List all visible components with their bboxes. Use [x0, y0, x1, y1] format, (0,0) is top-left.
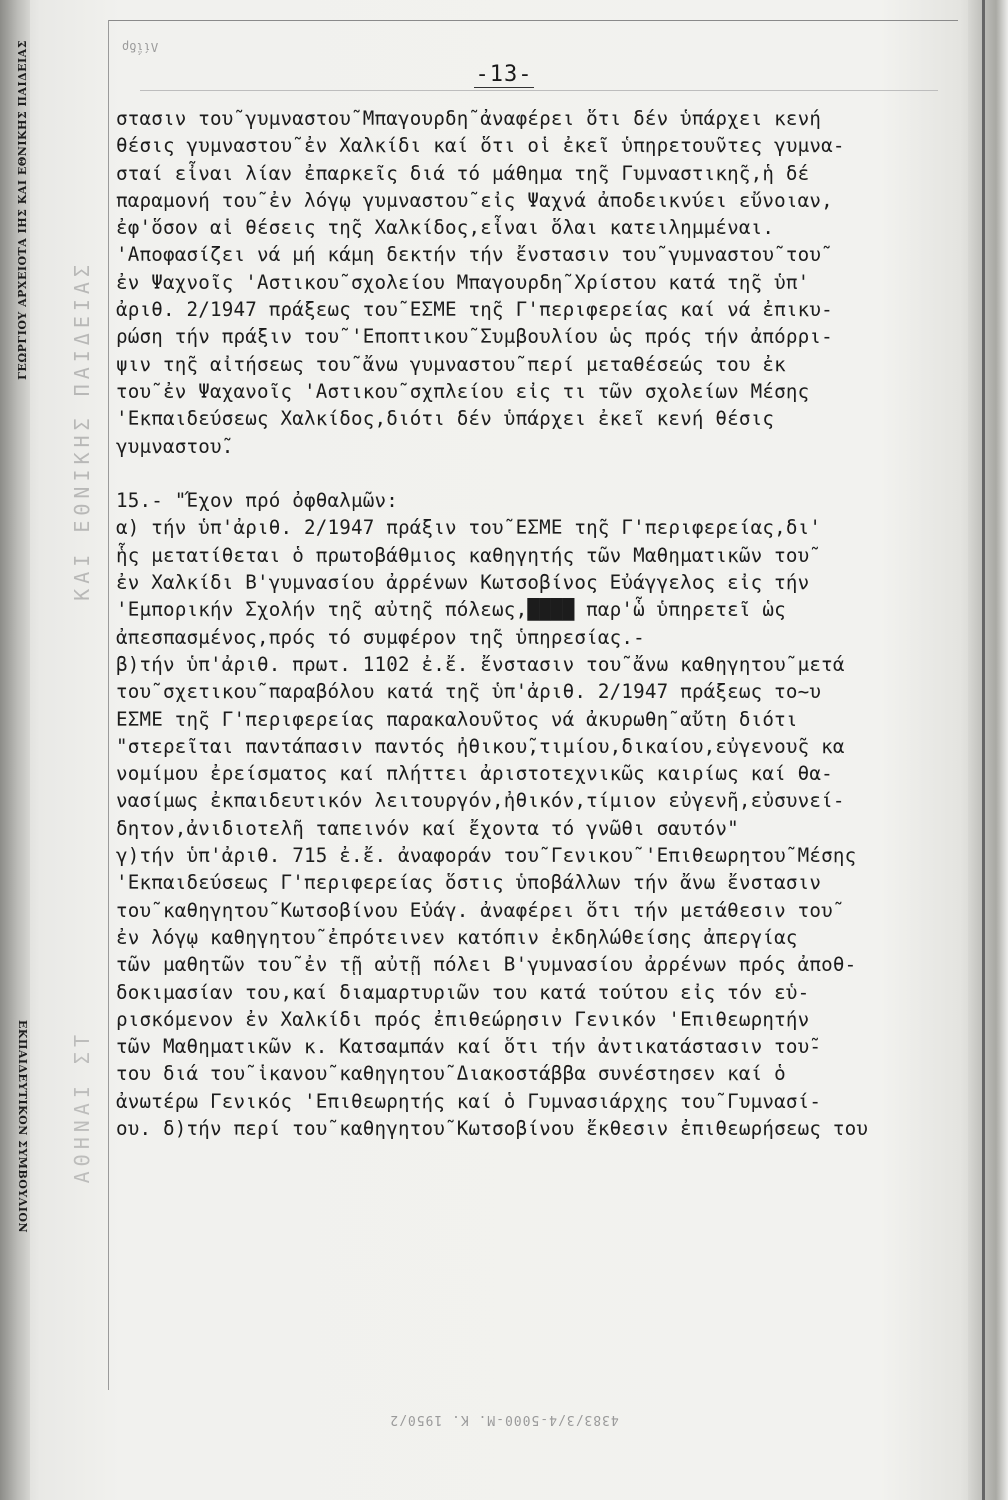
text-line: 'Εκπαιδεύσεως Γ'περιφερείας ὅστις ὑποβάλλων τήν ἄνω ἔνστασιν — [116, 871, 822, 895]
frame-top-line — [108, 20, 958, 21]
text-line: 'Αποφασίζει νά μή κάμη δεκτήν τήν ἔνστασιν του̃ γυμναστου̃ του̃ — [116, 243, 822, 267]
spine-label-top: ΓΕΩΡΓΙΟΥ ΑΡΧΕΙΟΤΑ ΙΗΣ ΚΑΙ ΕΘΝΙΚΗΣ ΠΑΙΔΕΙΑΣ — [16, 40, 29, 380]
frame-left-line — [108, 20, 109, 1390]
printer-imprint: 4383/3/4-5000-M. K. 1950/2 — [389, 1412, 619, 1427]
text-line: "στερεῖται παντάπασιν παντός ἠθικου̃,τιμίου,δικαίου,εὐγενου̃ς κα — [116, 734, 845, 758]
text-line: 'Εκπαιδεύσεως Χαλκίδος,διότι δέν ὑπάρχει ἐκεῖ κενή θέσις — [116, 407, 775, 431]
text-line: ἀπεσπασμένος,πρός τό συμφέρον τη̃ς ὑπηρεσίας.- — [116, 625, 645, 649]
bleed-through-stamp-top: ΚΑΙ ΕΘΝΙΚΗΣ ΠΑΙΔΕΙΑΣ — [70, 260, 94, 601]
text-line: ἐν Ψαχνοῖς 'Αστικου̃ σχολείου Μπαγουρδη̃ Χρίστου κατά τη̃ς ὑπ' — [116, 270, 810, 294]
text-line: ρώση τήν πράξιν του̃ 'Εποπτικου̃ Συμβουλίου ὡς πρός τήν ἀπόρρι- — [116, 325, 833, 349]
text-line: του διά του̃ ἱκανου̃ καθηγητου̃ Διακοστάββα συνέστησεν καί ὁ — [116, 1062, 786, 1086]
text-line: στασιν του̃ γυμναστου̃ Μπαγουρδη̃ ἀναφέρει ὅτι δέν ὑπάρχει κενή — [116, 107, 822, 130]
text-line: ἀνωτέρω Γενικός 'Επιθεωρητής καί ὁ Γυμνασιάρχης του̃ Γυμνασί- — [116, 1089, 822, 1113]
text-line: β)τήν ὑπ'ἀριθ. πρωτ. 1102 ἐ.ἔ. ἔνστασιν του̃ ἄνω καθηγητου̃ μετά — [116, 652, 845, 676]
text-line: ἧς μετατίθεται ὁ πρωτοβάθμιος καθηγητής τῶν Μαθηματικῶν του̃ — [116, 543, 810, 567]
text-line: ου. δ)τήν περί του̃ καθηγητου̃ Κωτσοβίνου ἔκθεσιν ἐπιθεωρήσεως του — [116, 1116, 869, 1140]
text-line: σταί εἶναι λίαν ἐπαρκεῖς διά τό μάθημα τη̃ς Γυμναστικη̃ς,ἡ δέ — [116, 161, 810, 185]
text-line: ἐφ'ὅσον αἱ θέσεις τη̃ς Χαλκίδος,εἶναι ὅλαι κατειλημμέναι. — [116, 216, 775, 240]
page-fold-line — [982, 0, 985, 1500]
text-line: τῶν μαθητῶν του̃ ἐν τῇ αὐτῇ πόλει Β'γυμνασίου ἀρρένων πρός ἀποθ- — [116, 953, 857, 977]
text-line: γυμναστου̃. — [116, 434, 234, 458]
document-body — [116, 105, 976, 1142]
text-line: νασίμως ἐκπαιδευτικόν λειτουργόν,ἠθικόν,τίμιον εὐγενῆ,εὐσυνεί- — [116, 789, 845, 813]
text-line: ρισκόμενον ἐν Χαλκίδι πρός ἐπιθεώρησιν Γενικόν 'Επιθεωρητήν — [116, 1007, 810, 1031]
text-line: ψιν τη̃ς αἰτήσεως του̃ ἄνω γυμναστου̃ περί μεταθέσεώς του ἐκ — [116, 352, 786, 376]
text-line: γ)τήν ὑπ'ἀριθ. 715 ἐ.ἔ. ἀναφοράν του̃ Γενικου̃ 'Επιθεωρητου̃ Μέσης — [116, 844, 857, 868]
text-line: δητον,ἀνιδιοτελῆ ταπεινόν καί ἔχοντα τό γνῶθι σαυτόν" — [116, 816, 739, 840]
text-line: του̃ ἐν Ψαχανοῖς 'Αστικου̃ σχπλείου εἰς τι τῶν σχολείων Μέσης — [116, 379, 810, 403]
text-line: τῶν Μαθηματικῶν κ. Κατσαμπάν καί ὅτι τήν ἀντικατάστασιν του̃- — [116, 1035, 822, 1059]
text-line: ἀριθ. 2/1947 πράξεως του̃ ΕΣΜΕ τη̃ς Γ'περιφερείας καί νά ἐπικυ- — [116, 298, 833, 322]
corner-mark: Λίΐδρ — [122, 40, 159, 54]
text-line: ΕΣΜΕ τη̃ς Γ'περιφερείας παρακαλου̃ντος νά ἀκυρωθη̃ αὔτη διότι — [116, 707, 798, 731]
text-line: νομίμου ἐρείσματος καί πλήττει ἀριστοτεχνικῶς καιρίως καί θα- — [116, 762, 833, 786]
text-line: α) τήν ὑπ'ἀριθ. 2/1947 πράξιν του̃ ΕΣΜΕ τη̃ς Γ'περιφερείας,δι' — [116, 516, 822, 540]
binding-strip — [0, 0, 30, 1500]
text-line: δοκιμασίαν του,καί διαμαρτυριῶν του κατά τούτου εἰς τόν εὑ- — [116, 980, 810, 1004]
text-line: 'Εμπορικήν Σχολήν τη̃ς αὐτη̃ς πόλεως,████ παρ'ὧ ὑπηρετεῖ ὡς — [116, 598, 786, 622]
section-heading: 15.- "Έχον πρό ὀφθαλμῶν: — [116, 489, 399, 513]
paragraph-decision — [116, 105, 976, 460]
section-15 — [116, 487, 976, 1142]
spine-label-bottom: ΕΚΠΑΙΔΕΥΤΙΚΟΝ ΣΥΜΒΟΥΛΙΟΝ — [16, 1020, 29, 1233]
bleed-through-stamp-bottom: ΑΘΗΝΑΙ ΣΤ — [70, 1030, 94, 1184]
text-line: ἐν λόγῳ καθηγητου̃ ἐπρότεινεν κατόπιν ἐκδηλώθείσης ἀπεργίας — [116, 925, 798, 949]
text-line: του̃ σχετικου̃ παραβόλου κατά τη̃ς ὑπ'ἀριθ. 2/1947 πράξεως το~υ — [116, 680, 822, 704]
text-line: του̃ καθηγητου̃ Κωτσοβίνου Εὐάγ. ἀναφέρει ὅτι τήν μετάθεσιν του̃ — [116, 898, 833, 922]
page-number-text: -13- — [475, 62, 533, 87]
text-line: παραμονή του̃ ἐν λόγῳ γυμναστου̃ εἰς Ψαχνά ἀποδεικνύει εὔνοιαν, — [116, 188, 833, 212]
paragraph-gap — [116, 460, 976, 487]
text-line: θέσις γυμναστου̃ ἐν Χαλκίδι καί ὅτι οἱ ἐκεῖ ὑπηρετου̃ντες γυμνα- — [116, 134, 845, 158]
faint-ruled-line — [140, 90, 938, 91]
text-line: ἐν Χαλκίδι Β'γυμνασίου ἀρρένων Κωτσοβίνος Εὐάγγελος εἰς τήν — [116, 571, 810, 595]
page-number — [0, 62, 1008, 87]
